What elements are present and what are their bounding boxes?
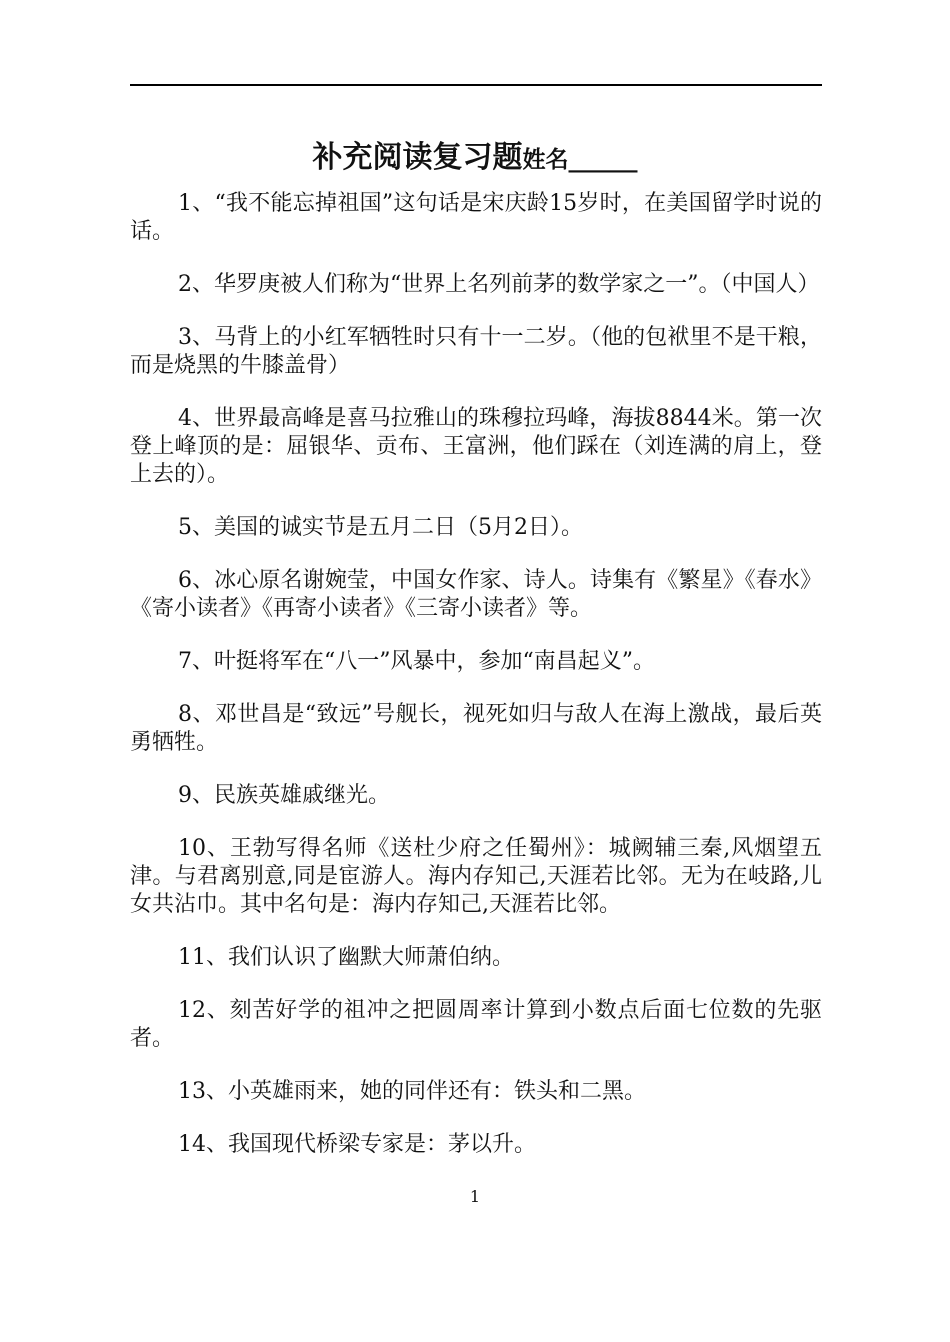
title-main: 补充阅读复习题 <box>312 140 523 175</box>
list-item: 3、马背上的小红军牺牲时只有十一二岁。（他的包袱里不是干粮，而是烧黑的牛膝盖骨） <box>130 325 822 378</box>
list-item: 9、民族英雄戚继光。 <box>178 783 390 808</box>
page-title <box>0 132 950 176</box>
list-item: 11、我们认识了幽默大师萧伯纳。 <box>178 945 514 970</box>
list-item: 2、华罗庚被人们称为“世界上名列前茅的数学家之一”。（中国人） <box>178 272 820 297</box>
list-item: 14、我国现代桥梁专家是：茅以升。 <box>178 1132 536 1157</box>
list-item: 1、“我不能忘掉祖国”这句话是宋庆龄15岁时，在美国留学时说的话。 <box>130 191 822 244</box>
list-item: 7、叶挺将军在“八一”风暴中，参加“南昌起义”。 <box>178 649 655 674</box>
list-item: 4、世界最高峰是喜马拉雅山的珠穆拉玛峰，海拔8844米。第一次登上峰顶的是：屈银华、贡布、王富洲，他们踩在（刘连满的肩上，登上去的）。 <box>130 406 822 487</box>
list-item: 12、刻苦好学的祖冲之把圆周率计算到小数点后面七位数的先驱者。 <box>130 998 822 1051</box>
list-item: 5、美国的诚实节是五月二日（5月2日）。 <box>178 515 583 540</box>
question-list <box>130 190 822 1184</box>
list-item: 10、王勃写得名师《送杜少府之任蜀州》：城阙辅三秦,风烟望五津。与君离别意,同是宦游人。海内存知己,天涯若比邻。无为在岐路,儿女共沾巾。其中名句是：海内存知己,天涯若比邻。 <box>130 836 822 917</box>
name-field-label: 姓名______ <box>522 146 638 173</box>
list-item: 6、冰心原名谢婉莹，中国女作家、诗人。诗集有《繁星》《春水》《寄小读者》《再寄小读者》《三寄小读者》等。 <box>130 568 822 621</box>
list-item: 13、小英雄雨来，她的同伴还有：铁头和二黑。 <box>178 1079 646 1104</box>
page-number: 1 <box>469 1187 481 1206</box>
header-rule <box>130 84 822 86</box>
list-item: 8、邓世昌是“致远”号舰长，视死如归与敌人在海上激战，最后英勇牺牲。 <box>130 702 822 755</box>
